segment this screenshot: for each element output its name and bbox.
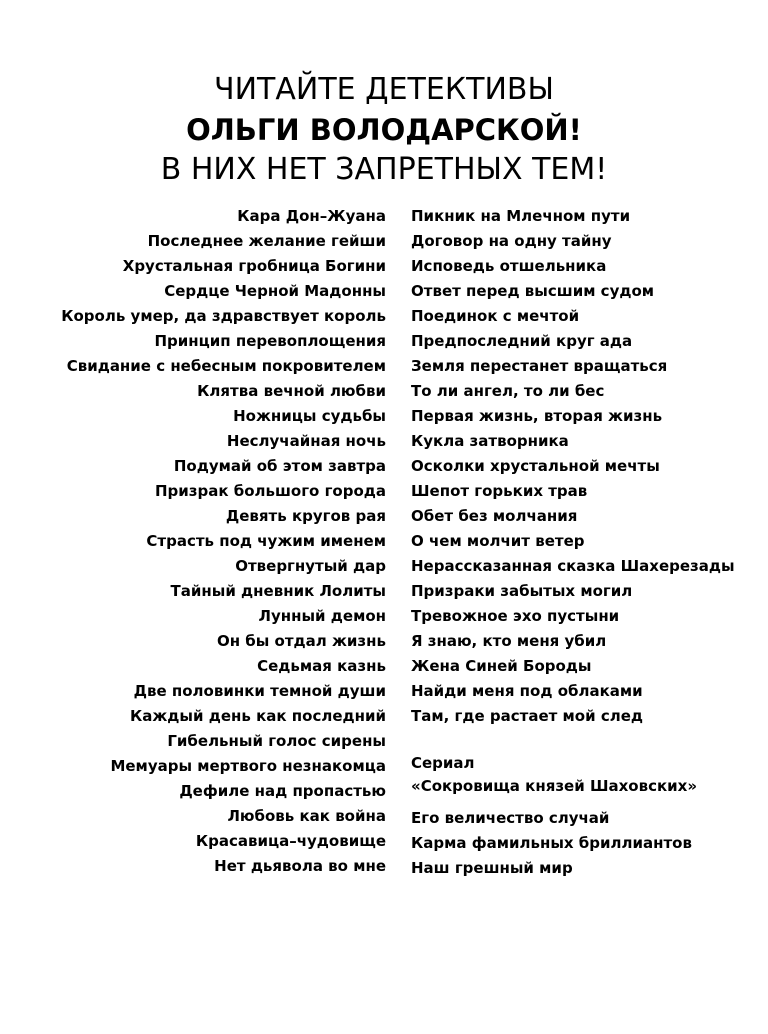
book-title: Последнее желание гейши <box>147 232 386 250</box>
book-title: Гибельный голос сирены <box>167 732 386 750</box>
book-title: Наш грешный мир <box>411 859 573 877</box>
book-title: Обет без молчания <box>411 507 578 525</box>
book-title: Клятва вечной любви <box>197 382 386 400</box>
book-title: Девять кругов рая <box>225 507 386 525</box>
book-title: Любовь как война <box>227 807 386 825</box>
book-title: Свидание с небесным покровителем <box>66 357 386 375</box>
heading-line-1: ЧИТАЙТЕ ДЕТЕКТИВЫ <box>214 72 554 107</box>
book-title: Договор на одну тайну <box>411 232 612 250</box>
book-title: Мемуары мертвого незнакомца <box>110 757 386 775</box>
book-title: Хрустальная гробница Богини <box>122 257 386 275</box>
serial-block <box>411 752 697 881</box>
serial-name: «Сокровища князей Шаховских» <box>411 777 698 795</box>
book-title: Поединок с мечтой <box>411 307 580 325</box>
book-title: Кара Дон–Жуана <box>237 207 386 225</box>
book-title: Отвергнутый дар <box>235 557 386 575</box>
serial-label: Сериал <box>411 754 475 772</box>
book-title: Ответ перед высшим судом <box>411 282 655 300</box>
book-title: Призрак большого города <box>154 482 386 500</box>
book-title: Карма фамильных бриллиантов <box>411 834 692 852</box>
heading-line-2-author: ОЛЬГИ ВОЛОДАРСКОЙ! <box>186 113 582 147</box>
book-title: Ножницы судьбы <box>233 407 386 425</box>
book-title: Красавица–чудовище <box>195 832 386 850</box>
book-title: Призраки забытых могил <box>411 582 633 600</box>
book-title: Земля перестанет вращаться <box>411 357 668 375</box>
book-title: Предпоследний круг ада <box>411 332 633 350</box>
book-title: О чем молчит ветер <box>411 532 585 550</box>
book-title: Лунный демон <box>258 607 386 625</box>
book-title: Он бы отдал жизнь <box>216 632 386 650</box>
serial-title-list <box>411 806 697 881</box>
book-title: Осколки хрустальной мечты <box>411 457 660 475</box>
book-title: Нерассказанная сказка Шахерезады <box>411 557 735 575</box>
book-title: Седьмая казнь <box>257 657 386 675</box>
book-title: Пикник на Млечном пути <box>411 207 631 225</box>
book-title: То ли ангел, то ли бес <box>411 382 605 400</box>
book-title: Тайный дневник Лолиты <box>170 582 386 600</box>
book-title: Исповедь отшельника <box>411 257 607 275</box>
book-title: Кукла затворника <box>411 432 569 450</box>
book-title: Каждый день как последний <box>129 707 386 725</box>
book-title: Я знаю, кто меня убил <box>411 632 607 650</box>
book-title: Принцип перевоплощения <box>154 332 386 350</box>
book-title: Страсть под чужим именем <box>146 532 386 550</box>
book-title: Жена Синей Бороды <box>411 657 592 675</box>
book-title: Там, где растает мой след <box>411 707 644 725</box>
book-title: Король умер, да здравствует король <box>61 307 386 325</box>
page-heading <box>0 70 768 190</box>
book-title: Неслучайная ночь <box>226 432 386 450</box>
book-title: Тревожное эхо пустыни <box>411 607 620 625</box>
left-title-list <box>61 204 386 879</box>
book-title: Шепот горьких трав <box>411 482 588 500</box>
book-title: Нет дьявола во мне <box>214 857 386 875</box>
book-title: Найди меня под облаками <box>411 682 643 700</box>
right-title-list <box>411 204 735 729</box>
book-title: Его величество случай <box>411 809 610 827</box>
heading-line-3: В НИХ НЕТ ЗАПРЕТНЫХ ТЕМ! <box>160 152 608 187</box>
book-title: Дефиле над пропастью <box>179 782 386 800</box>
book-title: Первая жизнь, вторая жизнь <box>411 407 663 425</box>
book-title: Две половинки темной души <box>133 682 386 700</box>
book-title: Сердце Черной Мадонны <box>164 282 386 300</box>
book-title: Подумай об этом завтра <box>173 457 386 475</box>
